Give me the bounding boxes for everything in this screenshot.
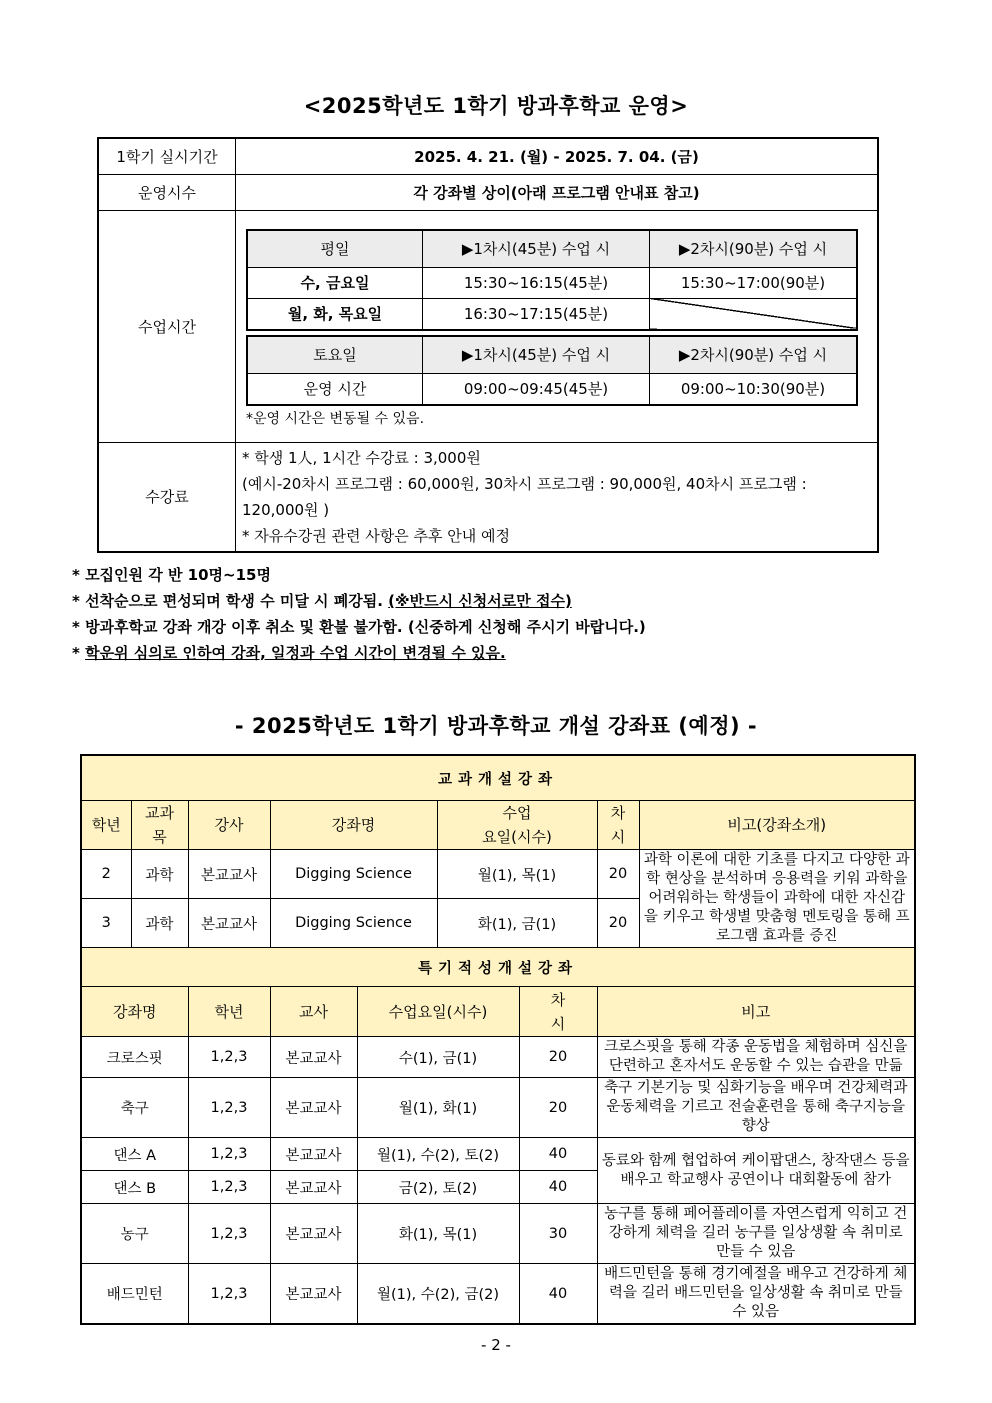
- special-r6-grade: 1,2,3: [188, 1264, 270, 1325]
- subject-h-course: 강좌명: [270, 801, 437, 850]
- weekday-h2: ▶2차시(90분) 수업 시: [650, 230, 858, 268]
- diagonal-empty-cell: [650, 298, 858, 330]
- notice-4: [72, 640, 646, 666]
- weekday-time-table: [246, 229, 858, 331]
- subject-band: 교과개설강좌: [81, 755, 915, 801]
- notice-list: [72, 562, 646, 666]
- subject-h-subject-a: 교과 목: [145, 804, 174, 846]
- special-r6-remarks: 배드민턴을 통해 경기예절을 배우고 건강하게 체력을 길러 배드민턴을 일상생활 속 취미로 만들 수 있음: [597, 1264, 915, 1325]
- special-r5-course: 농구: [81, 1204, 188, 1264]
- special-r2-teacher: 본교교사: [270, 1078, 357, 1138]
- special-r3-teacher: 본교교사: [270, 1138, 357, 1171]
- special-r4-sessions: 40: [519, 1171, 597, 1204]
- operation-table: [97, 137, 879, 553]
- time-label: 수업시간: [98, 210, 236, 442]
- subject-r2-days: 화(1), 금(1): [437, 899, 597, 948]
- special-r6-teacher: 본교교사: [270, 1264, 357, 1325]
- course-table: [80, 754, 916, 1325]
- page-title: <2025학년도 1학기 방과후학교 운영>: [303, 94, 689, 118]
- notice-1: * 모집인원 각 반 10명~15명: [72, 566, 271, 584]
- notice-4-bullet: *: [72, 644, 86, 662]
- special-r1-remarks: 크로스핏을 통해 각종 운동법을 체험하며 심신을 단련하고 혼자서도 운동할 수 있는 습관을 만듦: [597, 1037, 915, 1078]
- fee-label: 수강료: [98, 442, 236, 552]
- weekday-h1: ▶1차시(45분) 수업 시: [423, 230, 650, 268]
- special-r4-days: 금(2), 토(2): [357, 1171, 519, 1204]
- notice-4-emphasis: 학운위 심의로 인하여 강좌, 일정과 수업 시간이 변경될 수 있음.: [85, 644, 506, 662]
- special-h-sessions-a: 차 시: [550, 990, 566, 1033]
- special-r5-teacher: 본교교사: [270, 1204, 357, 1264]
- special-r1-sessions: 20: [519, 1037, 597, 1078]
- subject-h-teacher: 강사: [188, 801, 270, 850]
- fee-line-2: (예시-20차시 프로그램 : 60,000원, 30차시 프로그램 : 90,000원, 40차시 프로그램 : 120,000원 ): [242, 474, 807, 519]
- special-r1-course: 크로스핏: [81, 1037, 188, 1078]
- subject-r1-sessions: 20: [597, 850, 639, 899]
- special-r4-teacher: 본교교사: [270, 1171, 357, 1204]
- time-cell: [236, 210, 879, 442]
- special-r6-sessions: 40: [519, 1264, 597, 1325]
- subject-h-subject: [131, 801, 188, 850]
- special-h-sessions: [519, 987, 597, 1037]
- subject-r1-course: Digging Science: [270, 850, 437, 899]
- special-r5-sessions: 30: [519, 1204, 597, 1264]
- special-r2-remarks: 축구 기본기능 및 심화기능을 배우며 건강체력과 운동체력을 기르고 전술훈련을 통해 축구지능을 향상: [597, 1078, 915, 1138]
- special-r4-course: 댄스 B: [81, 1171, 188, 1204]
- period-value: 2025. 4. 21. (월) - 2025. 7. 04. (금): [236, 138, 879, 174]
- weekday-row1-day: 수, 금요일: [247, 267, 423, 298]
- subject-r1-teacher: 본교교사: [188, 850, 270, 899]
- notice-2-text: * 선착순으로 편성되며 학생 수 미달 시 폐강됨.: [72, 592, 389, 610]
- time-note: *운영 시간은 변동될 수 있음.: [246, 410, 425, 427]
- special-r1-days: 수(1), 금(1): [357, 1037, 519, 1078]
- subject-r2-sessions: 20: [597, 899, 639, 948]
- saturday-time-table: [246, 335, 858, 406]
- special-r5-remarks: 농구를 통해 페어플레이를 자연스럽게 익히고 건강하게 체력을 길러 농구를 일상생활 속 취미로 만들 수 있음: [597, 1204, 915, 1264]
- special-h-days: 수업요일(시수): [357, 987, 519, 1037]
- special-h-course: 강좌명: [81, 987, 188, 1037]
- notice-2: [72, 588, 646, 614]
- subject-r1-grade: 2: [81, 850, 131, 899]
- subject-h-remarks: 비고(강좌소개): [639, 801, 915, 850]
- saturday-row1-label: 운영 시간: [247, 373, 423, 405]
- special-r2-sessions: 20: [519, 1078, 597, 1138]
- special-r3-grade: 1,2,3: [188, 1138, 270, 1171]
- fee-details: [236, 442, 879, 552]
- special-r3-course: 댄스 A: [81, 1138, 188, 1171]
- subject-h-grade: 학년: [81, 801, 131, 850]
- subject-r2-teacher: 본교교사: [188, 899, 270, 948]
- weekday-row1-t1: 15:30~16:15(45분): [423, 267, 650, 298]
- special-r6-course: 배드민턴: [81, 1264, 188, 1325]
- page-number: - 2 -: [481, 1336, 511, 1354]
- special-r2-days: 월(1), 화(1): [357, 1078, 519, 1138]
- hours-label: 운영시수: [98, 174, 236, 210]
- notice-3: * 방과후학교 강좌 개강 이후 취소 및 환불 불가함. (신중하게 신청해 주시기 바랍니다.): [72, 618, 646, 636]
- hours-value: 각 강좌별 상이(아래 프로그램 안내표 참고): [236, 174, 879, 210]
- subject-r2-grade: 3: [81, 899, 131, 948]
- special-r5-grade: 1,2,3: [188, 1204, 270, 1264]
- special-h-remarks: 비고: [597, 987, 915, 1037]
- special-band: 특기적성개설강좌: [81, 948, 915, 987]
- saturday-header: 토요일: [247, 336, 423, 374]
- weekday-row2-t1: 16:30~17:15(45분): [423, 298, 650, 330]
- special-r2-course: 축구: [81, 1078, 188, 1138]
- special-r3-sessions: 40: [519, 1138, 597, 1171]
- special-r5-days: 화(1), 목(1): [357, 1204, 519, 1264]
- course-table-title: - 2025학년도 1학기 방과후학교 개설 강좌표 (예정) -: [234, 714, 758, 738]
- special-r2-grade: 1,2,3: [188, 1078, 270, 1138]
- fee-line-3: * 자유수강권 관련 사항은 추후 안내 예정: [242, 526, 510, 545]
- period-label: 1학기 실시기간: [98, 138, 236, 174]
- subject-h-days-a: 수업 요일(시수): [482, 804, 552, 846]
- subject-h-days: [437, 801, 597, 850]
- saturday-h1: ▶1차시(45분) 수업 시: [423, 336, 650, 374]
- subject-r1-days: 월(1), 목(1): [437, 850, 597, 899]
- subject-h-sessions-a: 차 시: [610, 804, 626, 846]
- special-r3-remarks: 동료와 함께 협업하여 케이팝댄스, 창작댄스 등을 배우고 학교행사 공연이나 대회활동에 참가: [597, 1138, 915, 1204]
- saturday-h2: ▶2차시(90분) 수업 시: [650, 336, 858, 374]
- special-r3-days: 월(1), 수(2), 토(2): [357, 1138, 519, 1171]
- weekday-row2-day: 월, 화, 목요일: [247, 298, 423, 330]
- saturday-row1-t1: 09:00~09:45(45분): [423, 373, 650, 405]
- special-r6-days: 월(1), 수(2), 금(2): [357, 1264, 519, 1325]
- special-h-grade: 학년: [188, 987, 270, 1037]
- subject-h-sessions: [597, 801, 639, 850]
- subject-r2-course: Digging Science: [270, 899, 437, 948]
- special-r1-grade: 1,2,3: [188, 1037, 270, 1078]
- subject-r2-subject: 과학: [131, 899, 188, 948]
- special-h-teacher: 교사: [270, 987, 357, 1037]
- special-r1-teacher: 본교교사: [270, 1037, 357, 1078]
- notice-2-emphasis: (※반드시 신청서로만 접수): [388, 592, 572, 610]
- special-r4-grade: 1,2,3: [188, 1171, 270, 1204]
- subject-r1-subject: 과학: [131, 850, 188, 899]
- saturday-row1-t2: 09:00~10:30(90분): [650, 373, 858, 405]
- weekday-row1-t2: 15:30~17:00(90분): [650, 267, 858, 298]
- subject-description: 과학 이론에 대한 기초를 다지고 다양한 과학 현상을 분석하며 응용력을 키워 과학을 어려워하는 학생들이 과학에 대한 자신감을 키우고 학생별 맞춤형 멘토링을 통해 프로그램 효과를 증진: [639, 850, 915, 948]
- weekday-header: 평일: [247, 230, 423, 268]
- fee-line-1: * 학생 1人, 1시간 수강료 : 3,000원: [242, 448, 481, 467]
